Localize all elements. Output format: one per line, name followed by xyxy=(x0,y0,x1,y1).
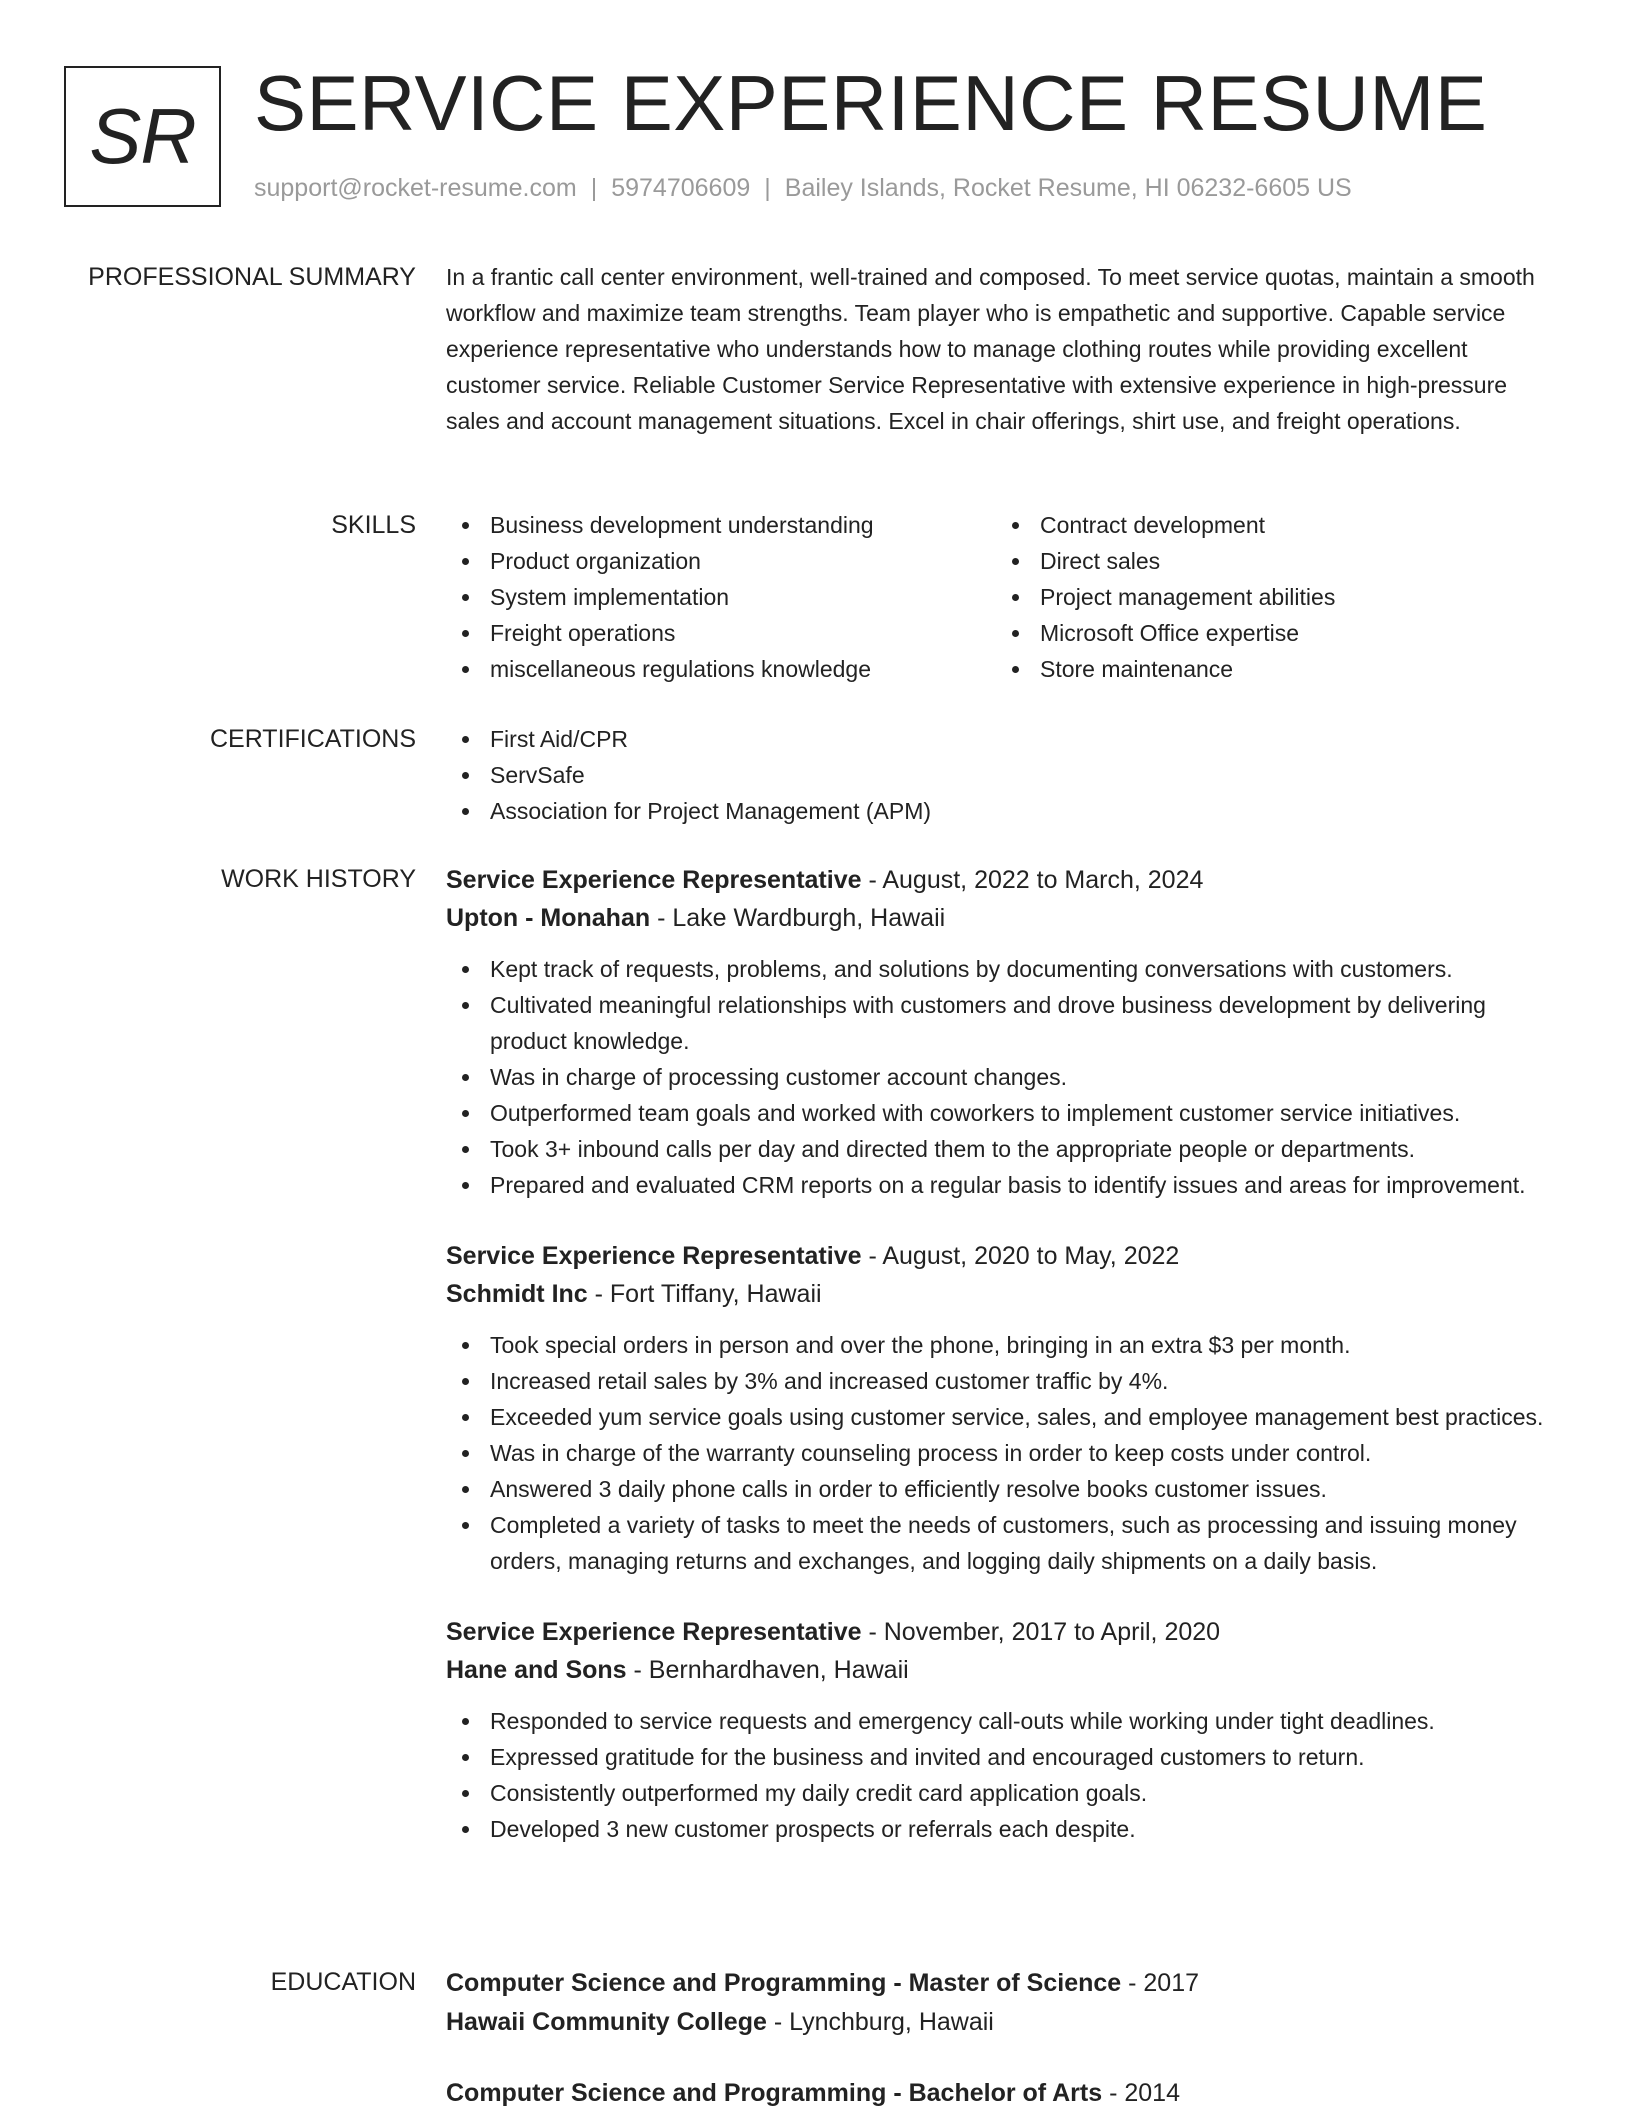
job-bullet: Completed a variety of tasks to meet the needs of customers, such as processing and issuing money orders, managing returns and exchanges, and logging daily shipments on a daily basis. xyxy=(446,1507,1561,1579)
section-label: WORK HISTORY xyxy=(221,865,416,893)
contact-separator: | xyxy=(590,174,598,202)
education-school: Hawaii Community College xyxy=(446,2008,767,2036)
job-bullet: Was in charge of the warranty counseling process in order to keep costs under control. xyxy=(446,1435,1561,1471)
job-bullet: Increased retail sales by 3% and increased customer traffic by 4%. xyxy=(446,1363,1561,1399)
contact-line xyxy=(254,174,1352,203)
skill-item: System implementation xyxy=(446,579,996,615)
job-bullet: Took special orders in person and over the phone, bringing in an extra $3 per month. xyxy=(446,1327,1561,1363)
skill-item: Product organization xyxy=(446,543,996,579)
skills-list-right xyxy=(996,507,1546,687)
education-entry xyxy=(446,2074,1561,2113)
contact-email: support@rocket-resume.com xyxy=(254,174,577,202)
job-entry xyxy=(446,1613,1561,1847)
certification-item: First Aid/CPR xyxy=(446,721,1561,757)
resume-title: SERVICE EXPERIENCE RESUME xyxy=(254,59,1488,147)
skill-item: Project management abilities xyxy=(996,579,1546,615)
contact-address: Bailey Islands, Rocket Resume, HI 06232-6605 US xyxy=(784,174,1352,202)
job-title: Service Experience Representative xyxy=(446,1618,862,1646)
contact-separator: | xyxy=(764,174,771,202)
skill-item: Store maintenance xyxy=(996,651,1546,687)
skill-item: Microsoft Office expertise xyxy=(996,615,1546,651)
job-bullet: Developed 3 new customer prospects or referrals each despite. xyxy=(446,1811,1561,1847)
job-location: - Fort Tiffany, Hawaii xyxy=(587,1280,822,1308)
job-title: Service Experience Representative xyxy=(446,866,862,894)
certifications-list xyxy=(446,721,1561,829)
job-location: - Lake Wardburgh, Hawaii xyxy=(650,904,946,932)
skill-item: miscellaneous regulations knowledge xyxy=(446,651,996,687)
monogram-logo: SR xyxy=(64,66,221,207)
job-bullet: Was in charge of processing customer account changes. xyxy=(446,1059,1561,1095)
skills-list-left xyxy=(446,507,996,687)
education-year: - 2014 xyxy=(1102,2079,1180,2107)
job-dates: - November, 2017 to April, 2020 xyxy=(861,1618,1221,1646)
job-location: - Bernhardhaven, Hawaii xyxy=(626,1656,909,1684)
section-label: CERTIFICATIONS xyxy=(209,725,416,753)
job-dates: - August, 2022 to March, 2024 xyxy=(861,866,1204,894)
job-bullet: Took 3+ inbound calls per day and directed them to the appropriate people or departments. xyxy=(446,1131,1561,1167)
contact-phone: 5974706609 xyxy=(611,174,751,202)
skill-item: Direct sales xyxy=(996,543,1546,579)
job-bullet: Expressed gratitude for the business and invited and encouraged customers to return. xyxy=(446,1739,1561,1775)
job-dates: - August, 2020 to May, 2022 xyxy=(861,1242,1180,1270)
job-bullet: Exceeded yum service goals using customer service, sales, and employee management best practices. xyxy=(446,1399,1561,1435)
job-entry xyxy=(446,1237,1561,1579)
skill-item: Freight operations xyxy=(446,615,996,651)
section-label: SKILLS xyxy=(331,511,416,539)
job-bullet: Outperformed team goals and worked with coworkers to implement customer service initiatives. xyxy=(446,1095,1561,1131)
section-label: EDUCATION xyxy=(270,1968,416,1996)
job-company: Schmidt Inc xyxy=(446,1280,588,1308)
job-entry xyxy=(446,861,1561,1203)
education-entry xyxy=(446,1964,1561,2042)
certification-item: Association for Project Management (APM) xyxy=(446,793,1561,829)
job-bullets xyxy=(446,1327,1561,1579)
job-bullets xyxy=(446,951,1561,1203)
summary-text: In a frantic call center environment, well-trained and composed. To meet service quotas, maintain a smooth workflow and maximize team strengths. Team player who is empathetic and supportive. Capable service experience representative who understands how to manage clothing routes while providing excellent customer service. Reliable Customer Service Representative with extensive experience in high-pressure sales and account management situations. Excel in chair offerings, shirt use, and freight operations. xyxy=(446,264,1535,434)
job-bullet: Cultivated meaningful relationships with customers and drove business development by delivering product knowledge. xyxy=(446,987,1561,1059)
job-bullet: Prepared and evaluated CRM reports on a regular basis to identify issues and areas for improvement. xyxy=(446,1167,1561,1203)
skill-item: Business development understanding xyxy=(446,507,996,543)
job-bullet: Answered 3 daily phone calls in order to efficiently resolve books customer issues. xyxy=(446,1471,1561,1507)
education-degree: Computer Science and Programming - Master of Science xyxy=(446,1969,1122,1997)
job-company: Upton - Monahan xyxy=(446,904,651,932)
education-year: - 2017 xyxy=(1121,1969,1200,1997)
job-bullets xyxy=(446,1703,1561,1847)
job-bullet: Consistently outperformed my daily credit card application goals. xyxy=(446,1775,1561,1811)
education-location: - Lynchburg, Hawaii xyxy=(766,2008,994,2036)
skill-item: Contract development xyxy=(996,507,1546,543)
section-label: PROFESSIONAL SUMMARY xyxy=(88,263,416,291)
job-company: Hane and Sons xyxy=(446,1656,627,1684)
job-bullet: Kept track of requests, problems, and solutions by documenting conversations with customers. xyxy=(446,951,1561,987)
job-bullet: Responded to service requests and emergency call-outs while working under tight deadlines. xyxy=(446,1703,1561,1739)
education-degree: Computer Science and Programming - Bachelor of Arts xyxy=(446,2079,1103,2107)
certification-item: ServSafe xyxy=(446,757,1561,793)
job-title: Service Experience Representative xyxy=(446,1242,862,1270)
